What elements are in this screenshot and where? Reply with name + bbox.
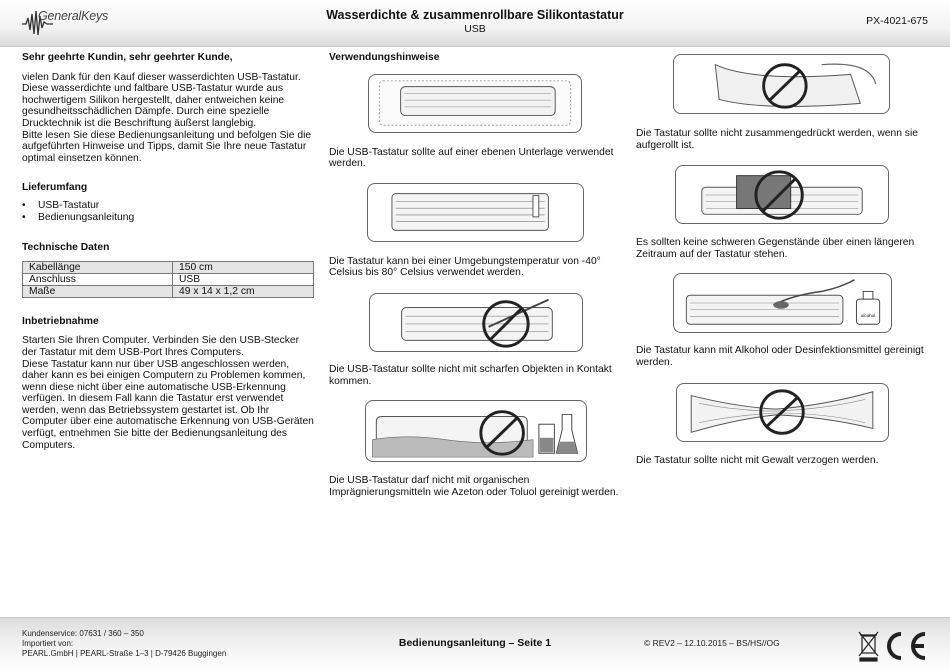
setup-line: Diese Tastatur kann nur über USB angeschlossen werden, — [22, 358, 290, 370]
alcohol-bottle-icon — [674, 274, 891, 332]
column-right — [636, 54, 928, 466]
note-line: werden. — [329, 158, 366, 170]
tech-heading: Technische Daten — [22, 242, 110, 254]
keyboard-flat-icon — [369, 75, 581, 132]
intro-paragraph — [22, 72, 314, 165]
list-item: • USB-Tastatur — [22, 200, 314, 212]
footer-contact — [22, 629, 226, 659]
note-line: Es sollten keine schweren Gegenstände über einen längeren — [636, 237, 915, 249]
setup-line: verfügen. In diesem Fall kann die Tastatur erst verwendet — [22, 393, 284, 405]
setup-heading: Inbetriebnahme — [22, 315, 99, 327]
setup-line: Starten Sie Ihren Computer. Verbinden Sie den USB-Stecker — [22, 335, 300, 347]
note-line: Die USB-Tastatur sollte nicht mit scharfen Objekten in Kontakt — [329, 363, 612, 375]
usage-note — [636, 128, 928, 151]
heavy-object-prohibited-icon — [676, 166, 888, 223]
rolled-figure — [673, 54, 890, 114]
table-cell: USB — [173, 273, 314, 285]
usage-heading: Verwendungshinweise — [329, 52, 440, 63]
address-line: PEARL.GmbH | PEARL-Straße 1–3 | D-79426 Buggingen — [22, 649, 227, 658]
intro-line: Diese wasserdichte und faltbare USB-Tastatur wurde aus — [22, 83, 283, 95]
usage-note — [636, 237, 928, 260]
bottle-label: alcohol — [861, 313, 876, 319]
document-subtitle: USB — [464, 23, 486, 35]
note-line: Die Tastatur sollte nicht zusammengedrückt werden, wenn sie — [636, 128, 918, 139]
intro-line: optimal einsetzen können. — [22, 152, 142, 164]
note-line: kommen. — [329, 375, 372, 387]
note-line: werden. — [636, 356, 673, 368]
table-row — [23, 285, 314, 297]
product-code: PX-4021-675 — [866, 15, 928, 27]
twisted-figure — [676, 383, 889, 442]
revision-label: © REV2 – 12.10.2015 – BS/HS//OG — [644, 638, 780, 648]
note-line: Celsius bis 80° Celsius verwendet werden. — [329, 267, 524, 279]
table-cell: 150 cm — [173, 261, 314, 273]
table-cell: Anschluss — [23, 273, 173, 285]
intro-line: vielen Dank für den Kauf dieser wasserdichten USB-Tastatur. — [22, 71, 301, 83]
intro-line: gesundheitsschädlichen Dämpfe. Durch eine spezielle — [22, 106, 270, 118]
note-line: Die Tastatur kann bei einer Umgebungstemperatur von -40° — [329, 255, 601, 267]
twisted-keyboard-prohibited-icon — [677, 384, 888, 441]
table-row — [23, 273, 314, 285]
rolled-keyboard-prohibited-icon — [674, 55, 889, 113]
scope-heading: Lieferumfang — [22, 182, 88, 194]
usage-note — [329, 364, 621, 387]
note-line: Die USB-Tastatur sollte auf einer ebenen Unterlage verwendet — [329, 146, 614, 158]
document-title: Wasserdichte & zusammenrollbare Silikontastatur — [326, 8, 624, 22]
flat-surface-figure — [368, 74, 582, 133]
table-row — [23, 261, 314, 273]
service-line: Kundenservice: 07631 / 360 – 350 — [22, 629, 144, 638]
table-cell: Maße — [23, 285, 173, 297]
column-middle — [329, 52, 621, 498]
compliance-marks — [857, 628, 929, 662]
setup-line: der Tastatur mit dem USB-Port Ihres Computers. — [22, 346, 244, 358]
crossed-bin-icon — [859, 632, 878, 661]
tech-table — [22, 261, 314, 298]
sharp-object-figure — [369, 293, 583, 352]
setup-line: werden, wenn das Betriebssystem gestartet ist. Ob Ihr — [22, 404, 270, 416]
setup-line: Computers. — [22, 439, 76, 451]
greeting: Sehr geehrte Kundin, sehr geehrter Kunde, — [22, 52, 233, 63]
keyboard-icon — [368, 184, 583, 241]
note-line: Imprägnierungsmitteln wie Azeton oder Toluol gereinigt werden. — [329, 486, 619, 498]
sharp-object-prohibited-icon — [370, 294, 582, 351]
intro-line: Bitte lesen Sie diese Bedienungsanleitung und befolgen Sie die — [22, 129, 312, 141]
usage-note — [636, 345, 928, 368]
setup-line: daher kann es bei einigen Computern zu Problemen kommen, — [22, 370, 306, 382]
temperature-figure — [367, 183, 584, 242]
page-header — [0, 0, 950, 47]
usage-note — [329, 147, 621, 170]
usage-note — [636, 455, 928, 467]
table-cell: Kabellänge — [23, 261, 173, 273]
note-line: Zeitraum auf der Tastatur stehen. — [636, 248, 788, 260]
intro-line: aufgeführten Hinweise und Tipps, damit Sie Ihre neue Tastatur — [22, 141, 307, 153]
setup-line: Computer über eine automatische Erkennung von USB-Geräten — [22, 416, 314, 428]
note-line: aufgerollt ist. — [636, 139, 695, 151]
column-left — [22, 52, 314, 451]
importer-line: Importiert von: — [22, 639, 74, 648]
usage-note — [329, 256, 621, 279]
setup-line: verfügt, entnehmen Sie bitte der Bedienungsanleitung des — [22, 428, 288, 440]
solvent-figure — [365, 400, 587, 462]
page-footer — [0, 617, 950, 671]
note-line: Die Tastatur sollte nicht mit Gewalt verzogen werden. — [636, 454, 879, 466]
scope-list — [22, 200, 314, 223]
intro-line: Drucktechnik ist die Beschriftung äußerst langlebig. — [22, 117, 257, 129]
page-label: Bedienungsanleitung – Seite 1 — [398, 637, 552, 649]
ce-mark-icon — [889, 634, 925, 658]
table-cell: 49 x 14 x 1,2 cm — [173, 285, 314, 297]
heavy-object-figure — [675, 165, 889, 224]
setup-paragraph — [22, 335, 314, 451]
note-line: Die Tastatur kann mit Alkohol oder Desinfektionsmittel gereinigt — [636, 345, 924, 357]
intro-line: hochwertigem Silikon hergestellt, daher entweichen keine — [22, 94, 285, 106]
logo-text: GeneralKeys — [38, 9, 109, 23]
note-line: Die USB-Tastatur darf nicht mit organischen — [329, 475, 530, 487]
list-item: • Bedienungsanleitung — [22, 212, 314, 224]
alcohol-cleaning-figure — [673, 273, 892, 333]
setup-line: wenn diese nicht über eine automatische USB-Erkennung — [22, 381, 286, 393]
usage-note — [329, 475, 621, 498]
solvent-prohibited-icon — [366, 401, 586, 461]
